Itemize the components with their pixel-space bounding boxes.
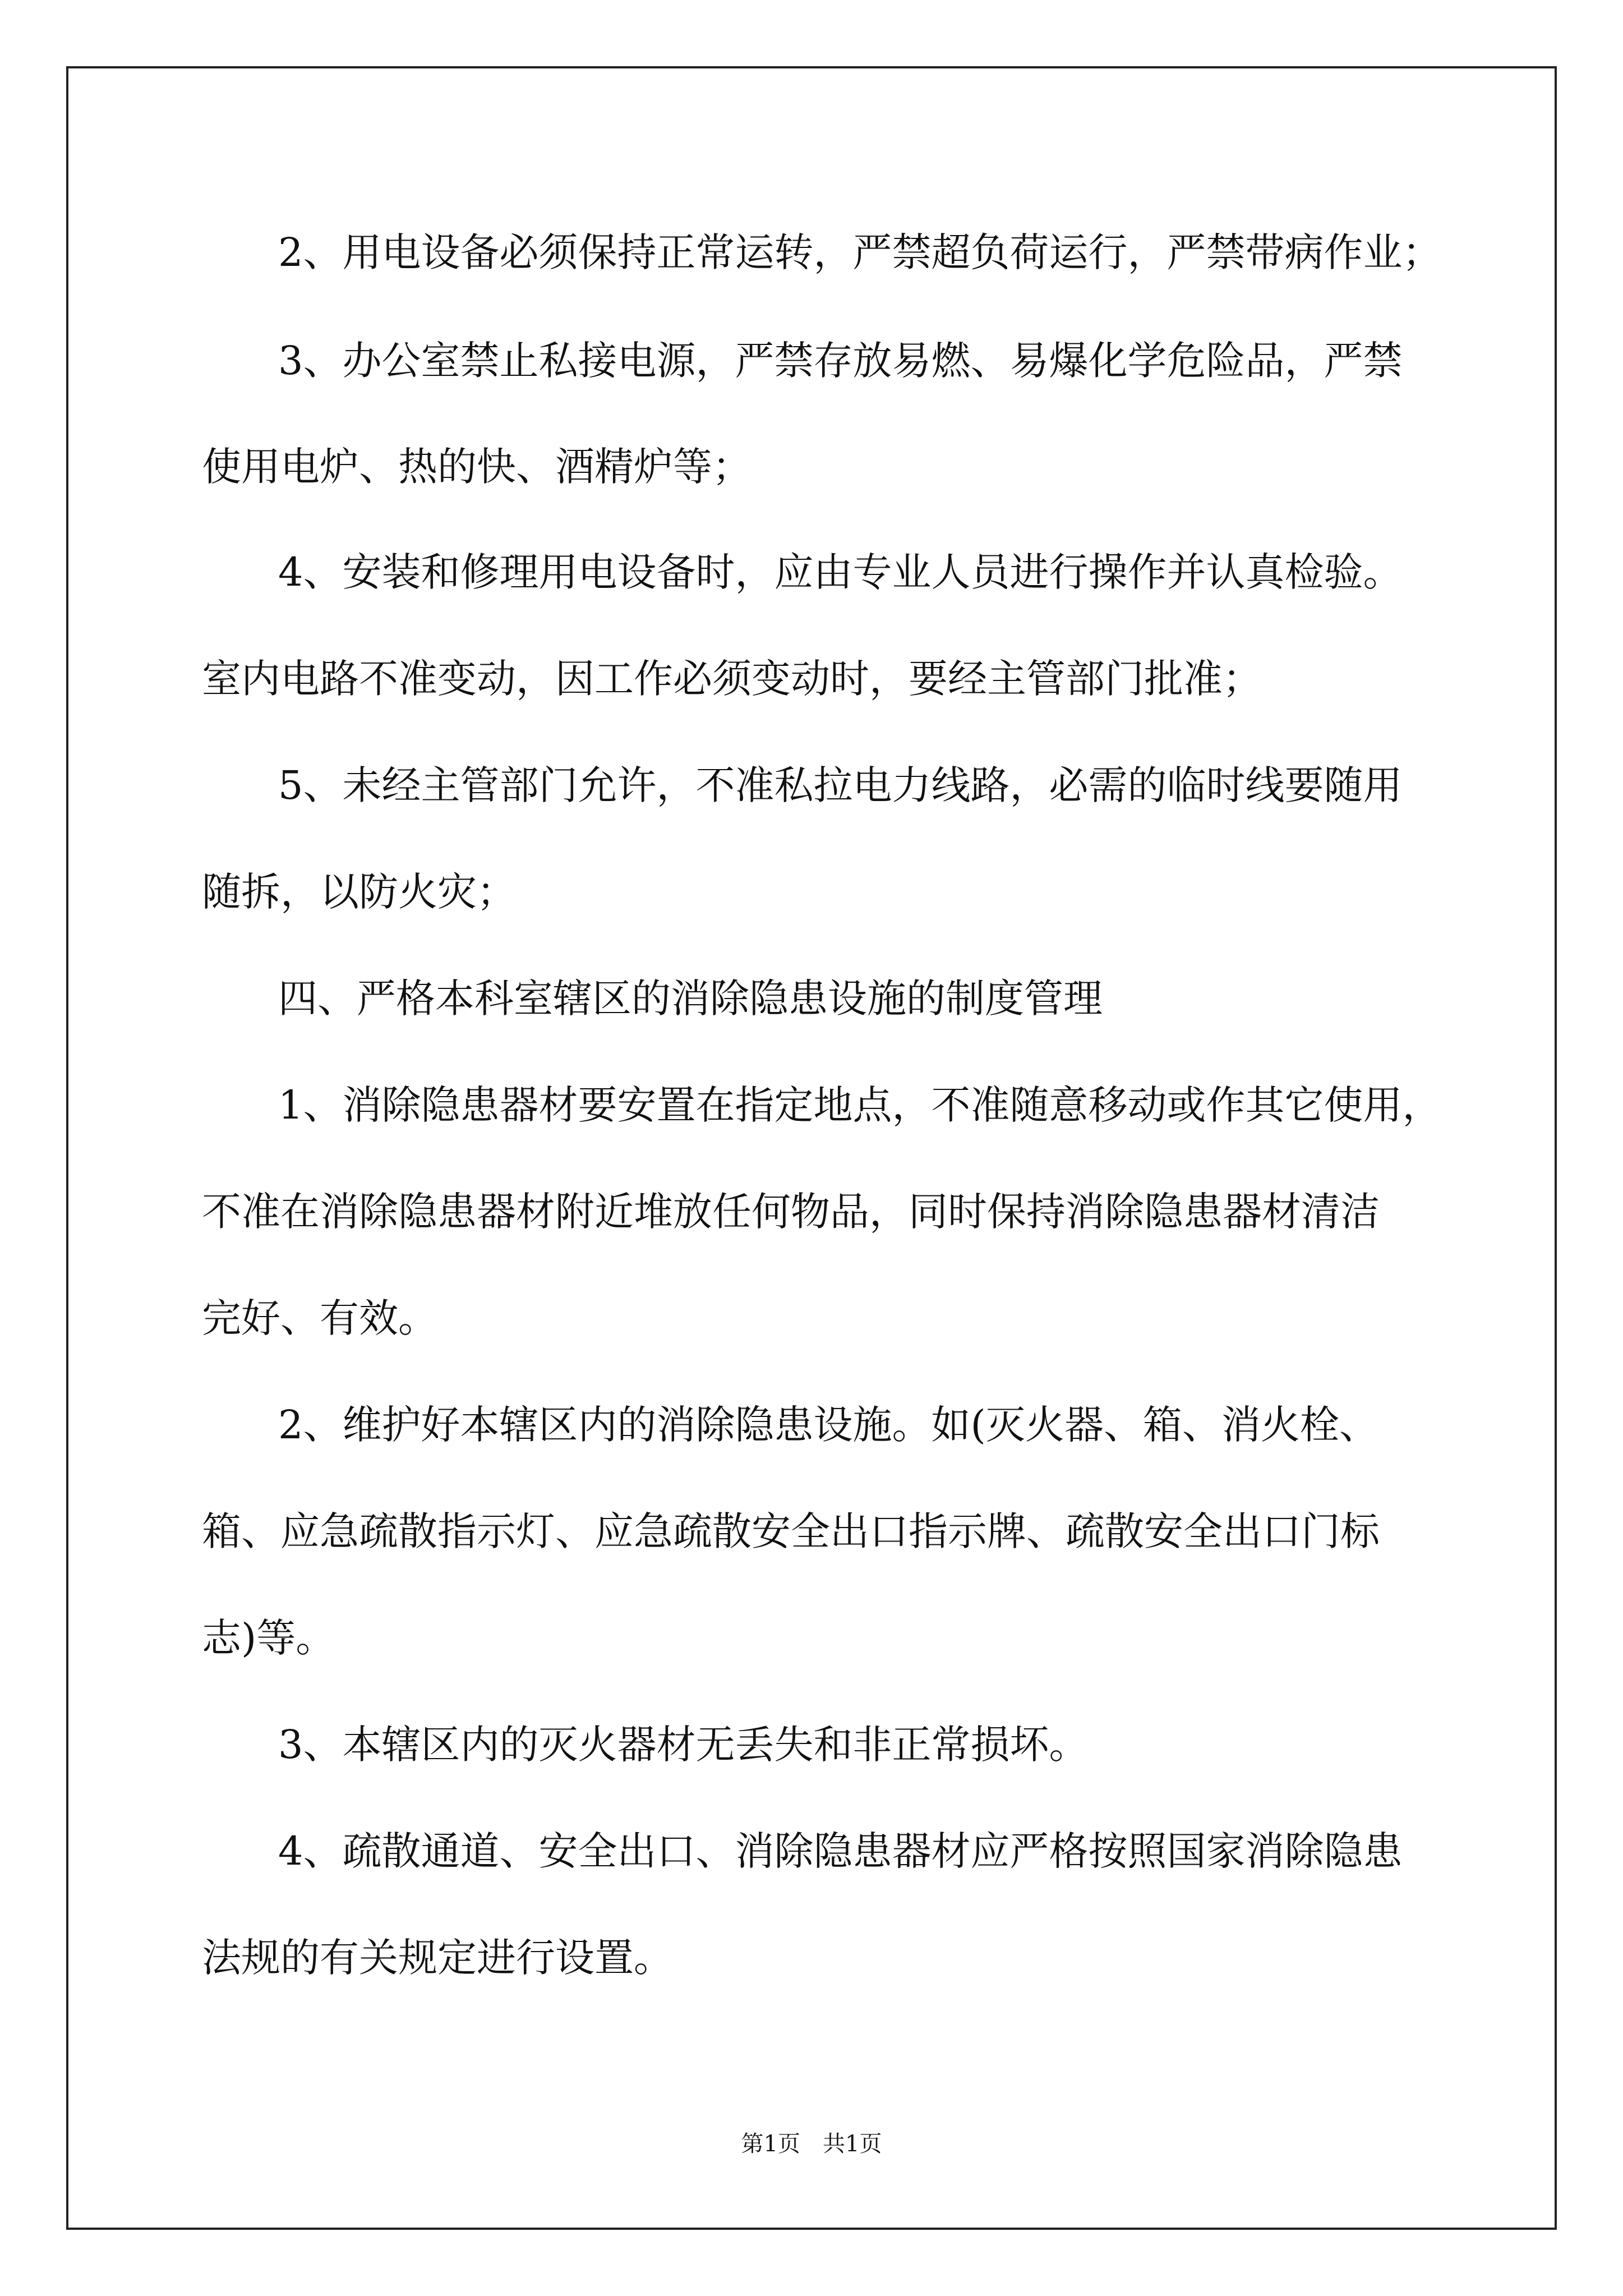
paragraph-line: 随拆，以防火灾； [202, 869, 516, 915]
paragraph-line: 不准在消除隐患器材附近堆放任何物品，同时保持消除隐患器材清洁 [202, 1189, 1380, 1235]
page-border [66, 66, 1557, 2230]
paragraph-line: 3、本辖区内的灭火器材无丢失和非正常损坏。 [278, 1722, 1089, 1768]
paragraph-line: 使用电炉、热的快、酒精炉等； [202, 444, 751, 490]
paragraph-line: 法规的有关规定进行设置。 [202, 1935, 673, 1981]
paragraph-line: 1、消除隐患器材要安置在指定地点，不准随意移动或作其它使用， [278, 1082, 1442, 1128]
paragraph-line: 2、用电设备必须保持正常运转，严禁超负荷运行，严禁带病作业； [278, 229, 1442, 275]
page-number-footer: 第1页 共1页 [741, 2131, 882, 2157]
paragraph-line: 完好、有效。 [202, 1295, 437, 1341]
paragraph-line: 志)等。 [202, 1615, 335, 1661]
paragraph-line: 3、办公室禁止私接电源，严禁存放易燃、易爆化学危险品，严禁 [278, 338, 1403, 384]
paragraph-line: 4、疏散通道、安全出口、消除隐患器材应严格按照国家消除隐患 [278, 1828, 1403, 1874]
paragraph-line: 2、维护好本辖区内的消除隐患设施。如(灭火器、箱、消火栓、 [278, 1402, 1378, 1448]
paragraph-line: 5、未经主管部门允许，不准私拉电力线路，必需的临时线要随用 [278, 762, 1403, 808]
paragraph-line: 4、安装和修理用电设备时，应由专业人员进行操作并认真检验。 [278, 549, 1403, 595]
paragraph-line: 室内电路不准变动，因工作必须变动时，要经主管部门批准； [202, 656, 1262, 702]
paragraph-line: 箱、应急疏散指示灯、应急疏散安全出口指示牌、疏散安全出口门标 [202, 1508, 1380, 1554]
section-heading: 四、严格本科室辖区的消除隐患设施的制度管理 [278, 976, 1103, 1022]
